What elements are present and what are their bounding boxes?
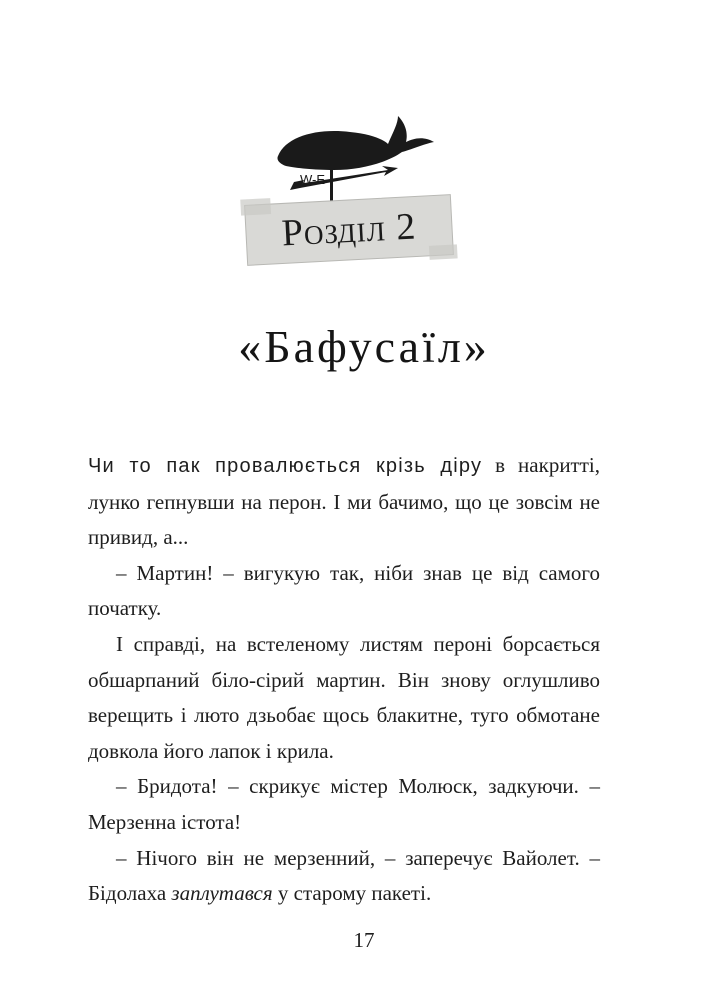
chapter-emblem (238, 108, 478, 278)
paragraph (88, 448, 600, 556)
paragraph-text: І справді, на встеленому листям пероні борсається обшарпаний біло-сірий мартин. Він знову оглушливо верещить і люто дзьобає щось блакитне, туго обмотане довкола його лапок і крила. (88, 631, 600, 763)
whale-silhouette (277, 116, 434, 170)
paragraph-text: в накритті, лунко гепнувши на перон. І ми бачимо, що це зовсім не привид, а... (88, 453, 600, 550)
body-text (88, 448, 600, 912)
paragraph-text: – Бридота! – скрикує містер Молюск, задкуючи. – Мерзенна істота! (88, 774, 600, 834)
paragraph (88, 627, 600, 769)
paragraph-text: – Мартин! – вигукую так, ніби знав це від самого початку. (88, 560, 600, 621)
paragraph (88, 556, 600, 627)
chapter-label: Розділ 2 (280, 205, 418, 255)
paragraph-text: – Нічого він не мерзенний, – заперечує Вайолет. – Бідолаха (88, 845, 600, 906)
lead-in-text: Чи то пак провалюється крізь діру (88, 455, 483, 477)
paragraph-text: у старому пакеті. (272, 881, 432, 906)
italic-word: заплутався (171, 881, 273, 906)
chapter-title: «Бафусаїл» (238, 321, 490, 372)
weathervane-letters: W-E (300, 172, 326, 187)
paragraph (88, 769, 600, 840)
page-number: 17 (353, 928, 375, 952)
paragraph (88, 841, 600, 912)
weathervane-pole (330, 168, 333, 204)
